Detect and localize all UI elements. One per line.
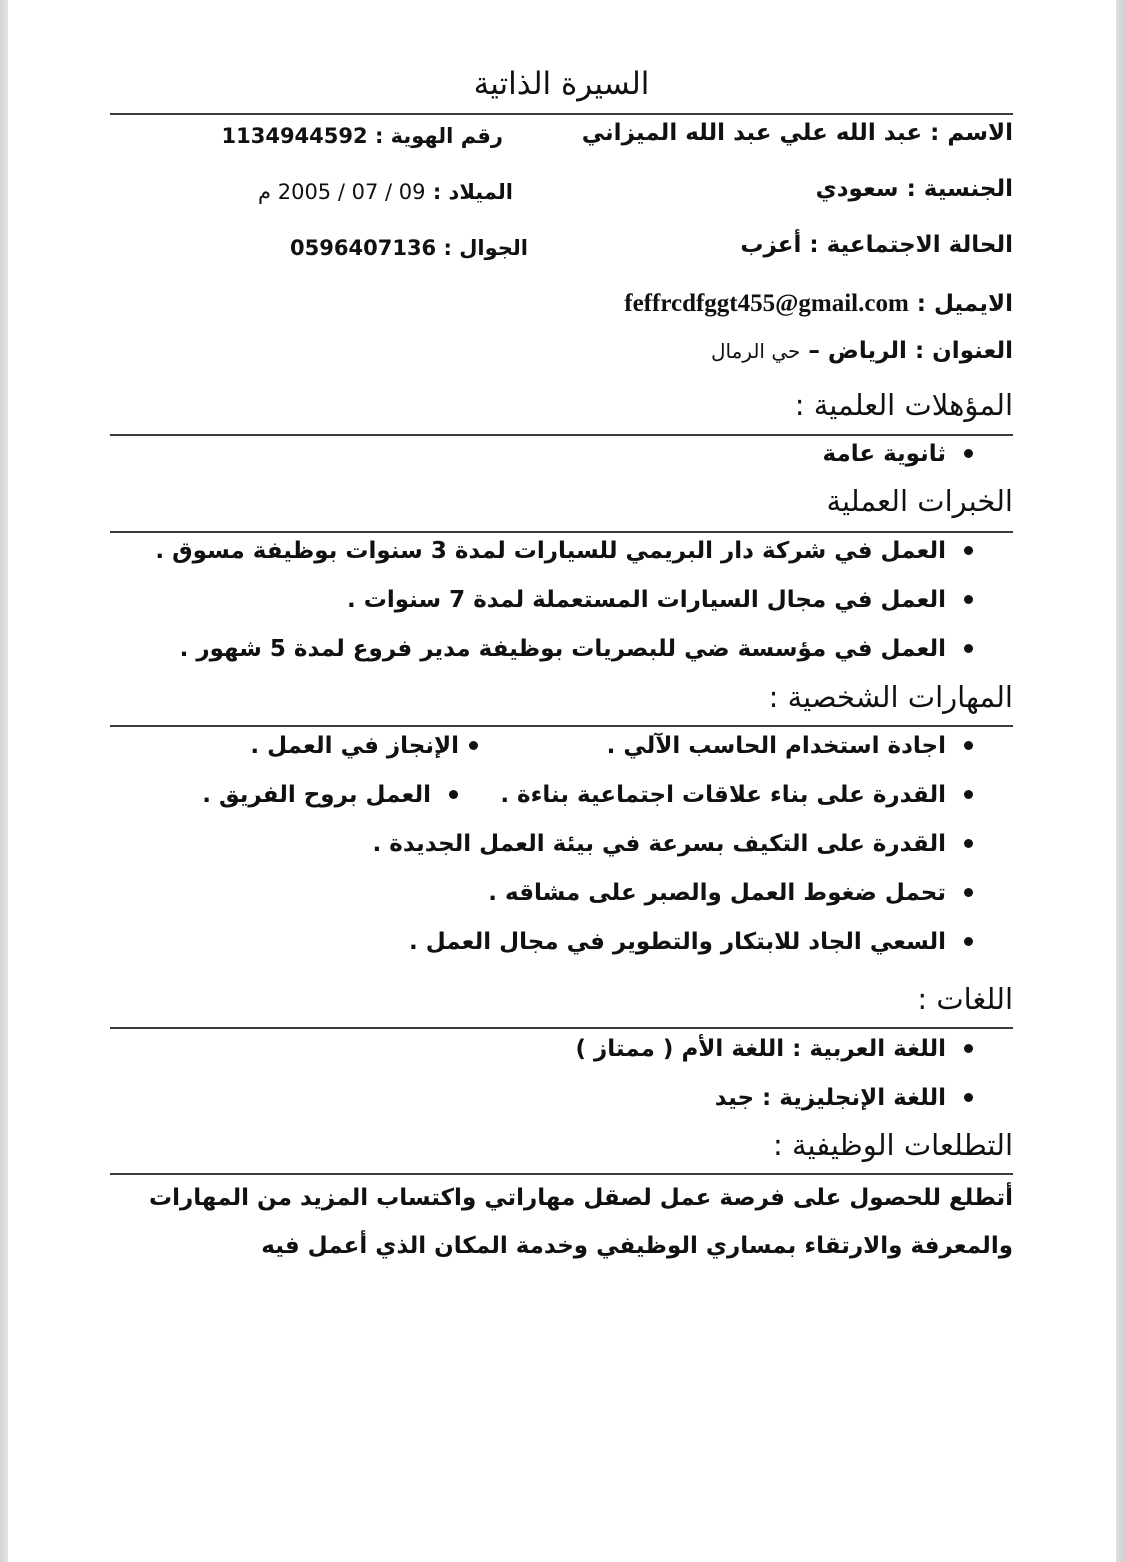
id-row (222, 124, 504, 148)
birth-label: الميلاد : (432, 180, 513, 204)
skills-divider (110, 725, 1013, 727)
birth-value: 09 / 07 / 2005 م (258, 180, 426, 204)
aspirations-paragraph (110, 1174, 1013, 1270)
page-edge-left (0, 0, 8, 1562)
bullet-icon (964, 449, 973, 458)
bullet-icon (449, 790, 458, 799)
experience-item: العمل في شركة دار البريمي للسيارات لمدة 3 سنوات بوظيفة مسوق . (155, 538, 973, 564)
email-value[interactable]: feffrcdfggt455@gmail.com (624, 290, 909, 317)
marital-label: الحالة الاجتماعية : (809, 232, 1013, 258)
mobile-value: 0596407136 (290, 236, 437, 260)
name-row (582, 120, 1013, 146)
section-heading-experience: الخبرات العملية (826, 484, 1013, 518)
email-row (624, 290, 1013, 318)
name-label: الاسم : (930, 120, 1013, 146)
document-title: السيرة الذاتية (473, 66, 650, 102)
marital-value: أعزب (740, 232, 802, 258)
id-value: 1134944592 (221, 124, 368, 148)
bullet-icon (964, 888, 973, 897)
skill-item: القدرة على بناء علاقات اجتماعية بناءة . (500, 782, 973, 808)
nationality-label: الجنسية : (906, 176, 1013, 202)
section-heading-qualifications: المؤهلات العلمية : (794, 388, 1013, 422)
bullet-icon (964, 741, 973, 750)
section-heading-aspirations: التطلعات الوظيفية : (772, 1128, 1013, 1162)
mobile-row (290, 236, 528, 260)
bullet-icon (964, 644, 973, 653)
experience-divider (110, 531, 1013, 533)
bullet-icon (964, 937, 973, 946)
address-district: حي الرمال (710, 339, 801, 363)
language-item: اللغة العربية : اللغة الأم ( ممتاز ) (575, 1036, 973, 1062)
cv-page (110, 0, 1013, 1562)
bullet-icon (964, 546, 973, 555)
address-label: العنوان : (914, 338, 1013, 364)
marital-row (740, 232, 1013, 258)
email-label: الايميل : (916, 291, 1013, 317)
birth-row (258, 180, 513, 204)
experience-item: العمل في مجال السيارات المستعملة لمدة 7 سنوات . (347, 587, 973, 613)
section-heading-skills: المهارات الشخصية : (768, 680, 1013, 714)
page-edge-right (1116, 0, 1125, 1562)
skill-item: العمل بروح الفريق . (202, 782, 458, 808)
bullet-icon (964, 790, 973, 799)
experience-item: العمل في مؤسسة ضي للبصريات بوظيفة مدير فروع لمدة 5 شهور . (180, 636, 973, 662)
mobile-label: الجوال : (443, 236, 528, 260)
bullet-icon (964, 595, 973, 604)
aspirations-line: والمعرفة والارتقاء بمساري الوظيفي وخدمة المكان الذي أعمل فيه (261, 1233, 1013, 1259)
address-city: الرياض – (808, 338, 907, 364)
section-heading-languages: اللغات : (917, 982, 1013, 1016)
skill-item: القدرة على التكيف بسرعة في بيئة العمل الجديدة . (373, 831, 973, 857)
skill-item: الإنجاز في العمل . (250, 733, 478, 759)
languages-divider (110, 1027, 1013, 1029)
qualification-item: ثانوية عامة (823, 441, 973, 467)
language-item: اللغة الإنجليزية : جيد (715, 1085, 973, 1111)
title-divider (110, 113, 1013, 115)
bullet-icon (964, 1093, 973, 1102)
skill-item: تحمل ضغوط العمل والصبر على مشاقه . (488, 880, 973, 906)
aspirations-line: أتطلع للحصول على فرصة عمل لصقل مهاراتي واكتساب المزيد من المهارات (149, 1185, 1013, 1211)
id-label: رقم الهوية : (374, 124, 503, 148)
name-value: عبد الله علي عبد الله الميزاني (581, 120, 923, 146)
qualifications-divider (110, 434, 1013, 436)
skill-item: اجادة استخدام الحاسب الآلي . (607, 733, 973, 759)
bullet-icon (964, 1044, 973, 1053)
bullet-icon (469, 741, 478, 750)
nationality-value: سعودي (815, 176, 899, 202)
address-row (711, 338, 1013, 364)
bullet-icon (964, 839, 973, 848)
skill-item: السعي الجاد للابتكار والتطوير في مجال العمل . (409, 929, 973, 955)
nationality-row (816, 176, 1013, 202)
